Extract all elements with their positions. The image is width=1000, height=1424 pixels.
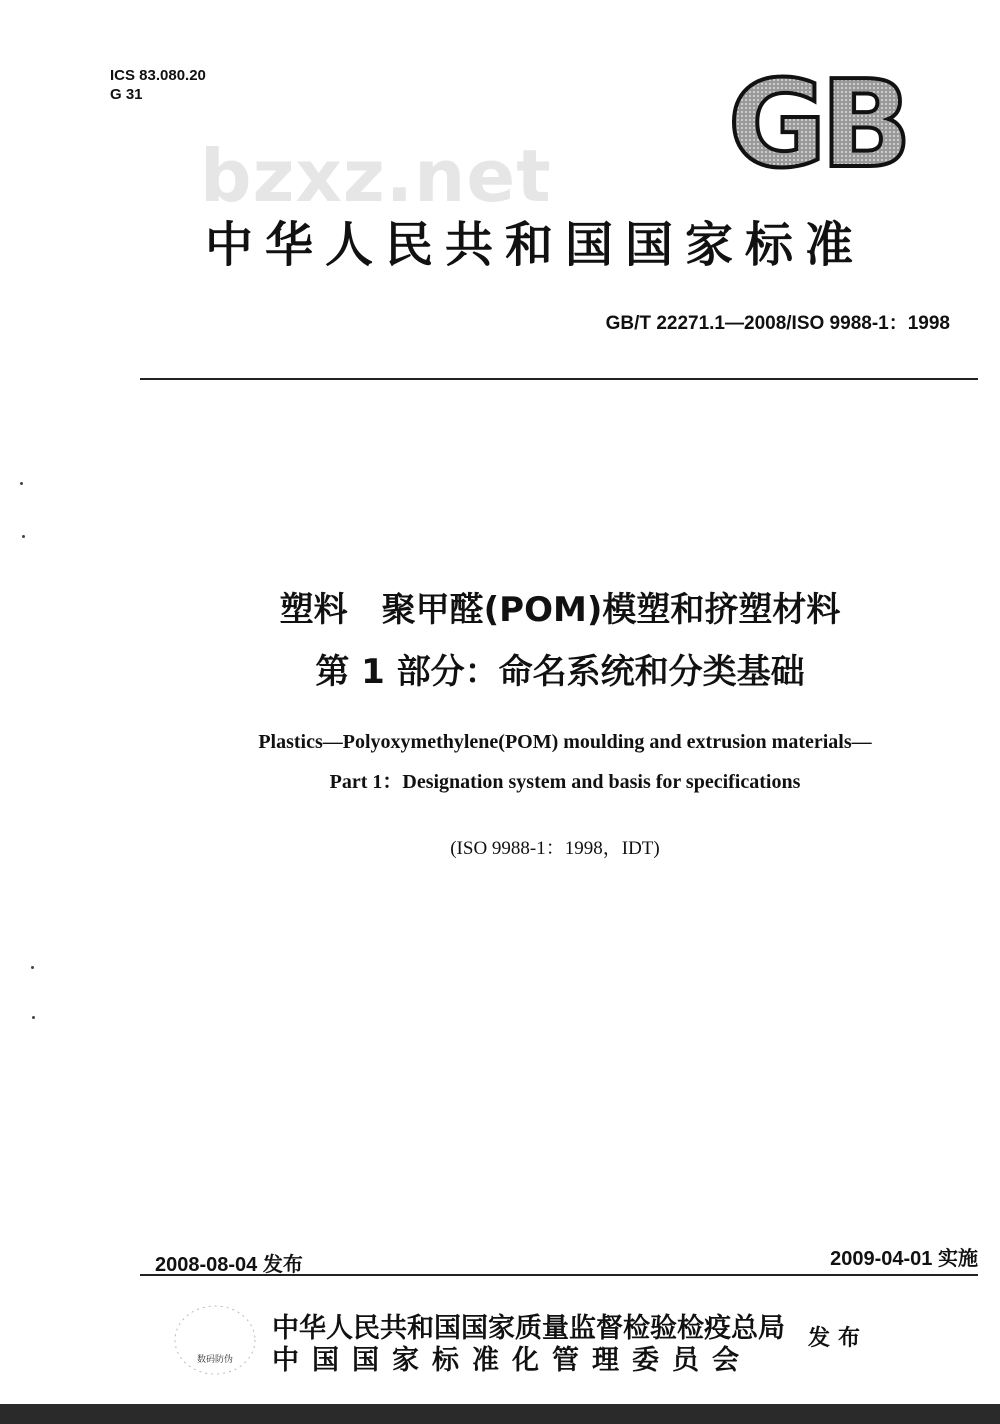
anti-counterfeit-seal [170,1300,260,1380]
margin-mark [32,1016,35,1019]
margin-mark [20,482,23,485]
classification-codes [110,66,206,104]
header-divider [140,378,978,380]
title-en-line2: Part 1：Designation system and basis for specifications [329,771,801,793]
page-bottom-edge [0,1404,1000,1424]
logo-text: GB [728,70,906,180]
national-standard-heading: 中华人民共和国国家标准 [204,217,865,273]
gb-logo [712,70,922,180]
title-cn-line1: 塑料 聚甲醛(POM)模塑和挤塑材料 [279,590,841,630]
footer-divider [140,1274,978,1276]
ics-code: ICS 83.080.20 [110,67,206,84]
ccs-code: G 31 [110,86,143,103]
margin-mark [22,535,25,538]
margin-mark [31,966,34,969]
equivalence-note: (ISO 9988-1：1998，IDT) [450,838,660,859]
seal-text: 数码防伪 [196,1355,234,1365]
standard-number: GB/T 22271.1—2008/ISO 9988-1：1998 [605,313,950,334]
implementation-date: 2009-04-01 实施 [830,1248,978,1270]
issue-label: 发布 [808,1326,869,1351]
issue-date: 2008-08-04 发布 [155,1254,303,1276]
title-en-line1: Plastics—Polyoxymethylene(POM) moulding and extrusion materials— [258,731,872,753]
watermark: bzxz.net [200,134,552,218]
title-cn-line2: 第 1 部分：命名系统和分类基础 [315,652,805,692]
issuer-line1: 中华人民共和国国家质量监督检验检疫总局 [272,1313,785,1344]
issuer-line2: 中国国家标准化管理委员会 [272,1345,752,1376]
